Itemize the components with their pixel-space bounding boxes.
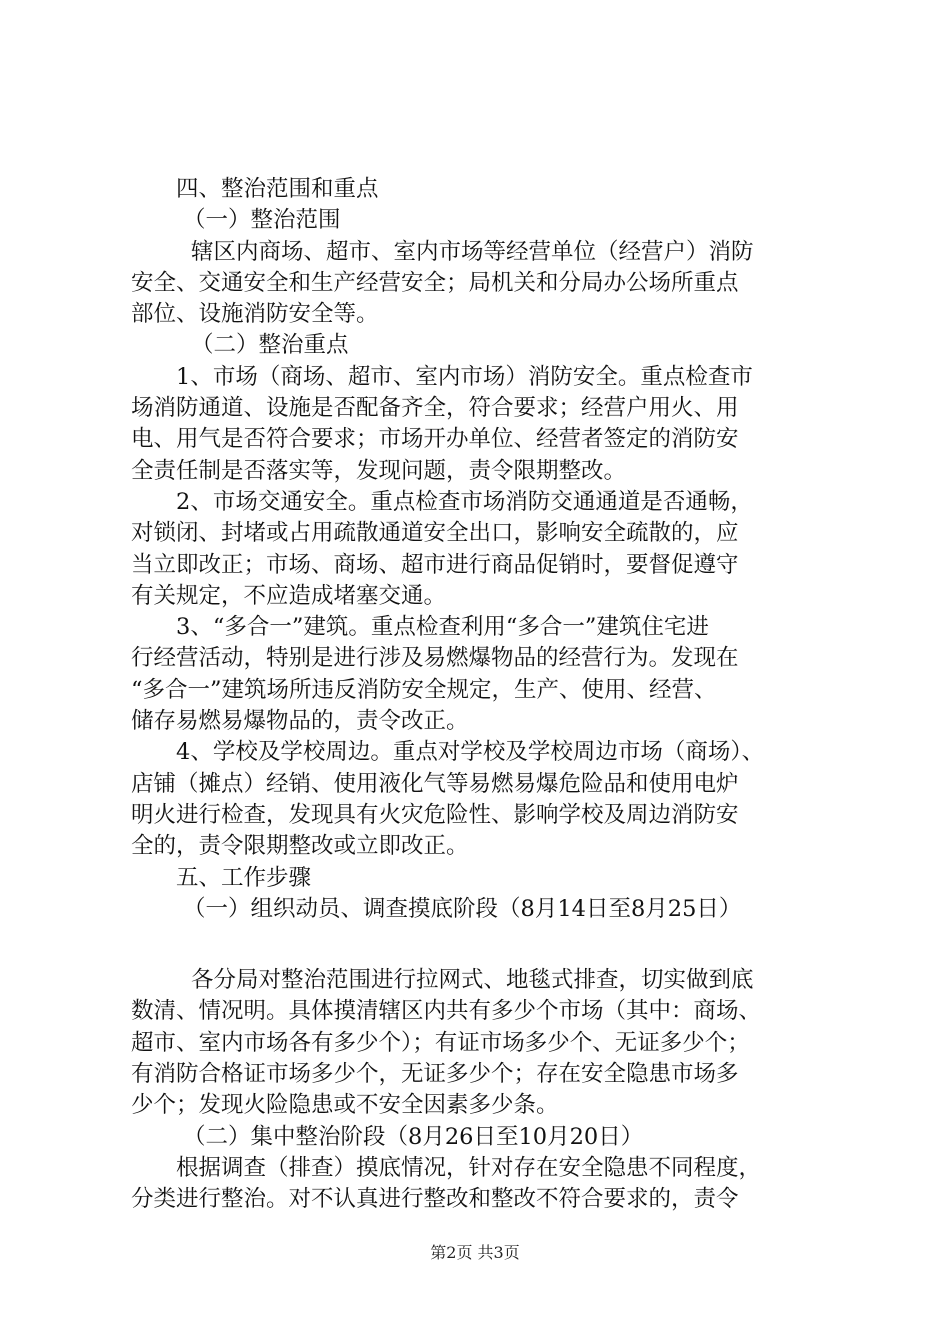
text-line: 电、用气是否符合要求；市场开办单位、经营者签定的消防安 — [131, 426, 739, 453]
text-line: 数清、情况明。具体摸清辖区内共有多少个市场（其中：商场、 — [131, 998, 762, 1025]
text-line: 1、市场（商场、超市、室内市场）消防安全。重点检查市 — [176, 363, 753, 390]
text-line: 五、工作步骤 — [176, 864, 312, 891]
text-line: 当立即改正；市场、商场、超市进行商品促销时，要督促遵守 — [131, 551, 739, 578]
text-line: 各分局对整治范围进行拉网式、地毯式排查，切实做到底 — [191, 967, 754, 994]
text-line: 场消防通道、设施是否配备齐全，符合要求；经营户用火、用 — [131, 395, 739, 422]
page-footer: 第2页 共3页 — [430, 1243, 520, 1262]
text-line: 2、市场交通安全。重点检查市场消防交通通道是否通畅， — [176, 488, 753, 515]
text-line: 全责任制是否落实等，发现问题，责令限期整改。 — [131, 457, 627, 484]
text-line: 超市、室内市场各有多少个）；有证市场多少个、无证多少个； — [131, 1029, 750, 1056]
text-line: 3、“多合一”建筑。重点检查利用“多合一”建筑住宅进 — [176, 614, 709, 641]
text-line: 少个；发现火险隐患或不安全因素多少条。 — [131, 1092, 559, 1119]
text-line: 根据调查（排查）摸底情况，针对存在安全隐患不同程度， — [176, 1154, 762, 1181]
text-line: （二）集中整治阶段（8月26日至10月20日） — [183, 1123, 644, 1150]
text-line: 安全、交通安全和生产经营安全；局机关和分局办公场所重点 — [131, 269, 739, 296]
text-line: （二）整治重点 — [191, 332, 349, 359]
text-line: 对锁闭、封堵或占用疏散通道安全出口，影响安全疏散的，应 — [131, 520, 739, 547]
text-line: 明火进行检查，发现具有火灾危险性、影响学校及周边消防安 — [131, 801, 739, 828]
text-line: 储存易燃易爆物品的，责令改正。 — [131, 708, 469, 735]
text-line: （一）组织动员、调查摸底阶段（8月14日至8月25日） — [183, 895, 742, 922]
text-line: 店铺（摊点）经销、使用液化气等易燃易爆危险品和使用电炉 — [131, 770, 739, 797]
text-line: “多合一”建筑场所违反消防安全规定，生产、使用、经营、 — [131, 676, 717, 703]
text-line: 分类进行整治。对不认真进行整改和整改不符合要求的，责令 — [131, 1186, 739, 1213]
blank-line — [131, 925, 831, 965]
text-line: 有关规定，不应造成堵塞交通。 — [131, 582, 447, 609]
text-line: 有消防合格证市场多少个，无证多少个；存在安全隐患市场多 — [131, 1061, 739, 1088]
text-line: 部位、设施消防安全等。 — [131, 301, 379, 328]
document-body — [131, 174, 831, 1216]
text-line: 4、学校及学校周边。重点对学校及学校周边市场（商场）、 — [176, 739, 765, 766]
text-line: 全的，责令限期整改或立即改正。 — [131, 833, 469, 860]
text-line: 行经营活动，特别是进行涉及易燃爆物品的经营行为。发现在 — [131, 645, 739, 672]
text-line: 辖区内商场、超市、室内市场等经营单位（经营户）消防 — [191, 238, 754, 265]
text-line: 四、整治范围和重点 — [176, 176, 379, 202]
text-line: （一）整治范围 — [183, 207, 341, 234]
